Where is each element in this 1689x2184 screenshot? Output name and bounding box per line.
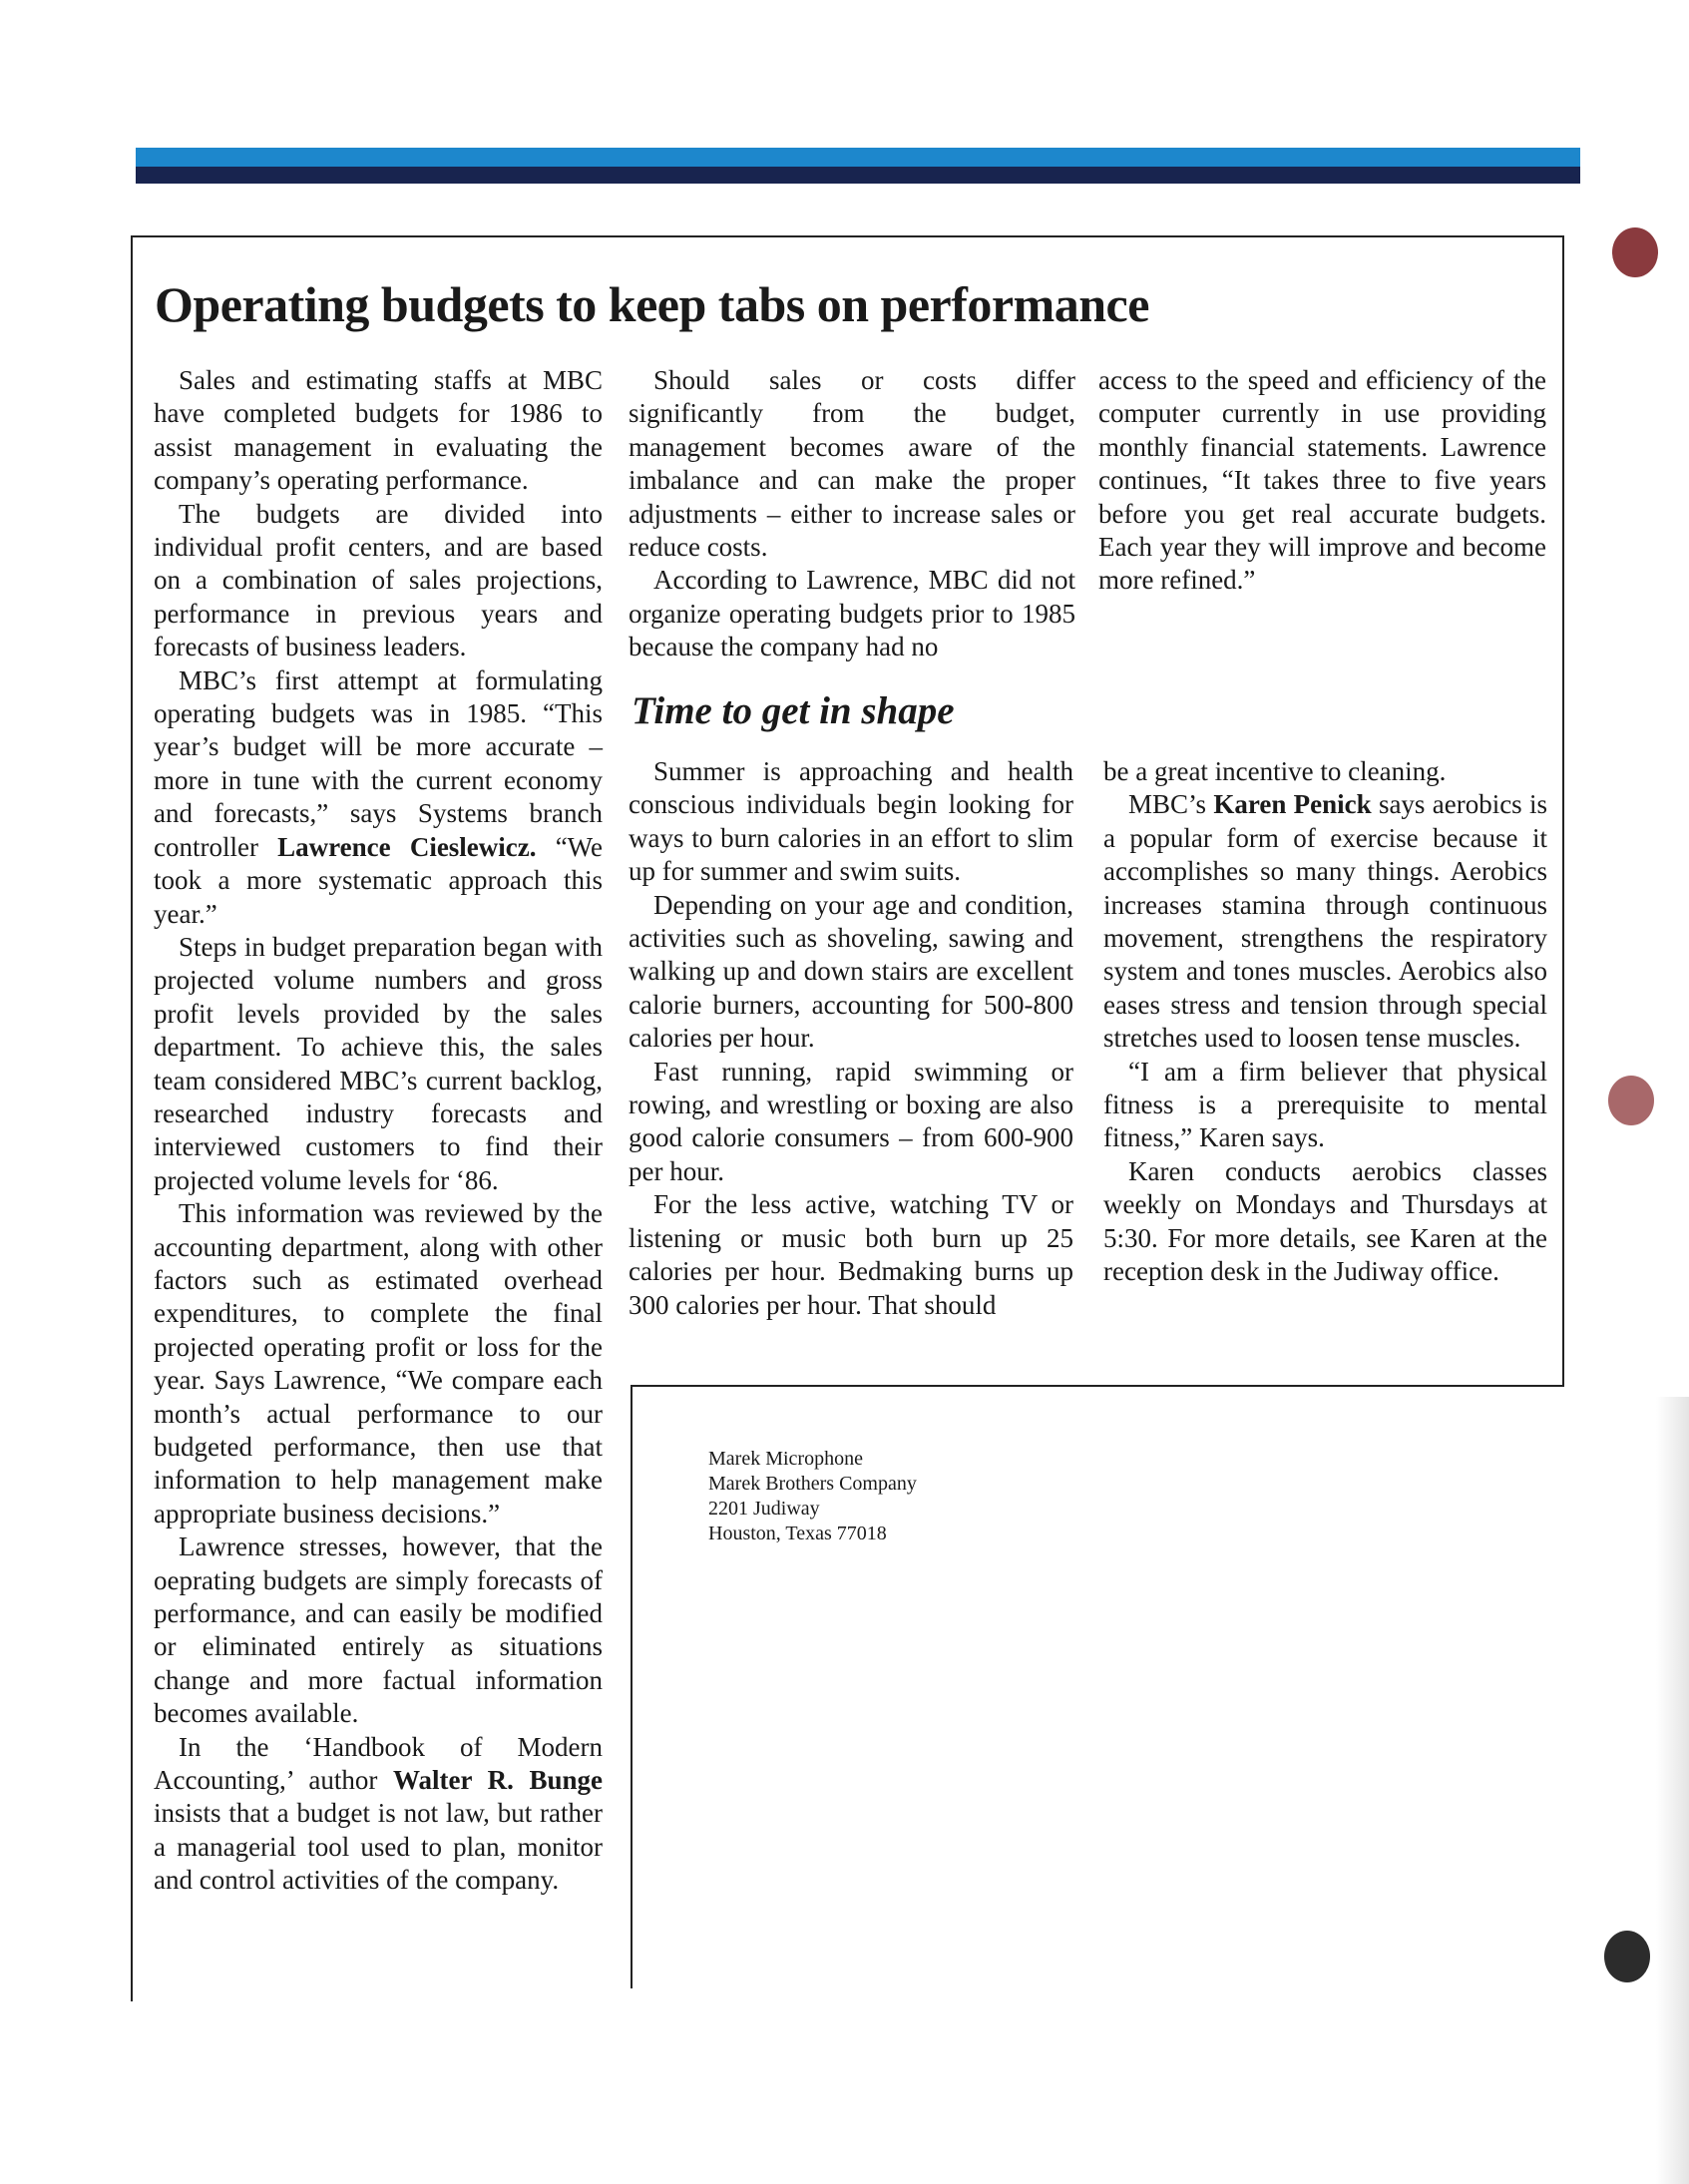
- address-line: Houston, Texas 77018: [708, 1523, 887, 1544]
- article-paragraph: Should sales or costs differ significantly from the budget, management becomes aware of the imbalance and can make the proper adjustments – either to increase sales or reduce costs.: [629, 365, 1075, 563]
- person-name: Lawrence Cieslewicz.: [277, 831, 537, 862]
- shape-paragraph: “I am a firm believer that physical fitness is a prerequisite to mental fitness,” Karen says.: [1103, 1056, 1547, 1153]
- article-column-1: [154, 364, 603, 1898]
- address-line: Marek Microphone: [708, 1448, 863, 1470]
- shape-paragraph: Karen conducts aerobics classes weekly on Mondays and Thursdays at 5:30. For more details, see Karen at the reception desk in the Judiway office.: [1103, 1155, 1547, 1287]
- address-box-top-rule: [631, 1385, 1564, 1387]
- article-paragraph: Lawrence stresses, however, that the oeprating budgets are simply forecasts of performance, and can easily be modified or eliminated entirely as situations change and more factual information becomes available.: [154, 1531, 603, 1729]
- article-frame-left-rule: [131, 235, 133, 2001]
- mailing-address: [708, 1447, 917, 1546]
- article-paragraph: This information was reviewed by the accounting department, along with other factors such as estimated overhead expenditures, to complete the final projected operating profit or loss for the year. Says Lawrence, “We compare each month’s actual performance to our budgeted performance, then use that information to help management make appropriate business decisions.”: [154, 1198, 603, 1529]
- section-subhead: Time to get in shape: [632, 689, 955, 732]
- punch-hole-top: [1612, 227, 1658, 277]
- article-column-3: [1098, 364, 1546, 598]
- shape-paragraph: Fast running, rapid swimming or rowing, and wrestling or boxing are also good calorie consumers – from 600-900 per hour.: [629, 1056, 1073, 1186]
- punch-hole-bottom: [1604, 1931, 1650, 1982]
- shape-paragraph: MBC’s Karen Penick says aerobics is a popular form of exercise because it accomplishes so many things. Aerobics increases stamina through continuous movement, strengthens the respiratory system and tones muscles. Aerobics also eases stress and tension through special stretches used to loosen tense muscles.: [1103, 789, 1547, 1054]
- page-edge-shadow: [1656, 1397, 1689, 2184]
- shape-column-2: [1103, 755, 1547, 1289]
- shape-paragraph: Summer is approaching and health conscious individuals begin looking for ways to burn calories in an effort to slim up for summer and swim suits.: [629, 756, 1073, 887]
- address-line: 2201 Judiway: [708, 1498, 820, 1520]
- address-box-left-rule: [631, 1385, 633, 1988]
- article-paragraph: Sales and estimating staffs at MBC have completed budgets for 1986 to assist management in evaluating the company’s operating performance.: [154, 365, 603, 496]
- article-frame-top-rule: [131, 235, 1564, 237]
- shape-paragraph: be a great incentive to cleaning.: [1103, 756, 1447, 786]
- article-paragraph: access to the speed and efficiency of the computer currently in use providing monthly financial statements. Lawrence continues, “It takes three to five years before you get real accurate budgets. Each year they will improve and become more refined.”: [1098, 365, 1546, 596]
- address-line: Marek Brothers Company: [708, 1473, 917, 1495]
- shape-paragraph: For the less active, watching TV or listening or music both burn up 25 calories per hour. Bedmaking burns up 300 calories per hour. That should: [629, 1189, 1073, 1320]
- header-band-blue: [136, 148, 1580, 167]
- article-paragraph: Steps in budget preparation began with projected volume numbers and gross profit levels provided by the sales department. To achieve this, the sales team considered MBC’s current backlog, researched industry forecasts and interviewed customers to find their projected volume levels for ‘86.: [154, 931, 603, 1195]
- person-name: Walter R. Bunge: [392, 1765, 603, 1796]
- article-paragraph: In the ‘Handbook of Modern Accounting,’ author Walter R. Bunge insists that a budget is not law, but rather a managerial tool used to plan, monitor and control activities of the company.: [154, 1731, 603, 1896]
- article-column-2: [629, 364, 1075, 664]
- article-paragraph: The budgets are divided into individual profit centers, and are based on a combination of sales projections, performance in previous years and forecasts of business leaders.: [154, 498, 603, 662]
- person-name: Karen Penick: [1213, 789, 1372, 820]
- punch-hole-middle: [1608, 1076, 1654, 1125]
- article-title: Operating budgets to keep tabs on performance: [155, 276, 1149, 332]
- shape-column-1: [629, 755, 1073, 1322]
- article-frame-right-rule: [1562, 235, 1564, 1385]
- shape-paragraph: Depending on your age and condition, activities such as shoveling, sawing and walking up and down stairs are excellent calorie burners, accounting for 500-800 calories per hour.: [629, 889, 1073, 1054]
- header-band-navy: [136, 167, 1580, 184]
- article-paragraph: According to Lawrence, MBC did not organize operating budgets prior to 1985 because the company had no: [629, 565, 1075, 662]
- article-paragraph: MBC’s first attempt at formulating operating budgets was in 1985. “This year’s budget will be more accurate – more in tune with the current economy and forecasts,” says Systems branch controller Lawrence Cieslewicz. “We took a more systematic approach this year.”: [154, 664, 603, 929]
